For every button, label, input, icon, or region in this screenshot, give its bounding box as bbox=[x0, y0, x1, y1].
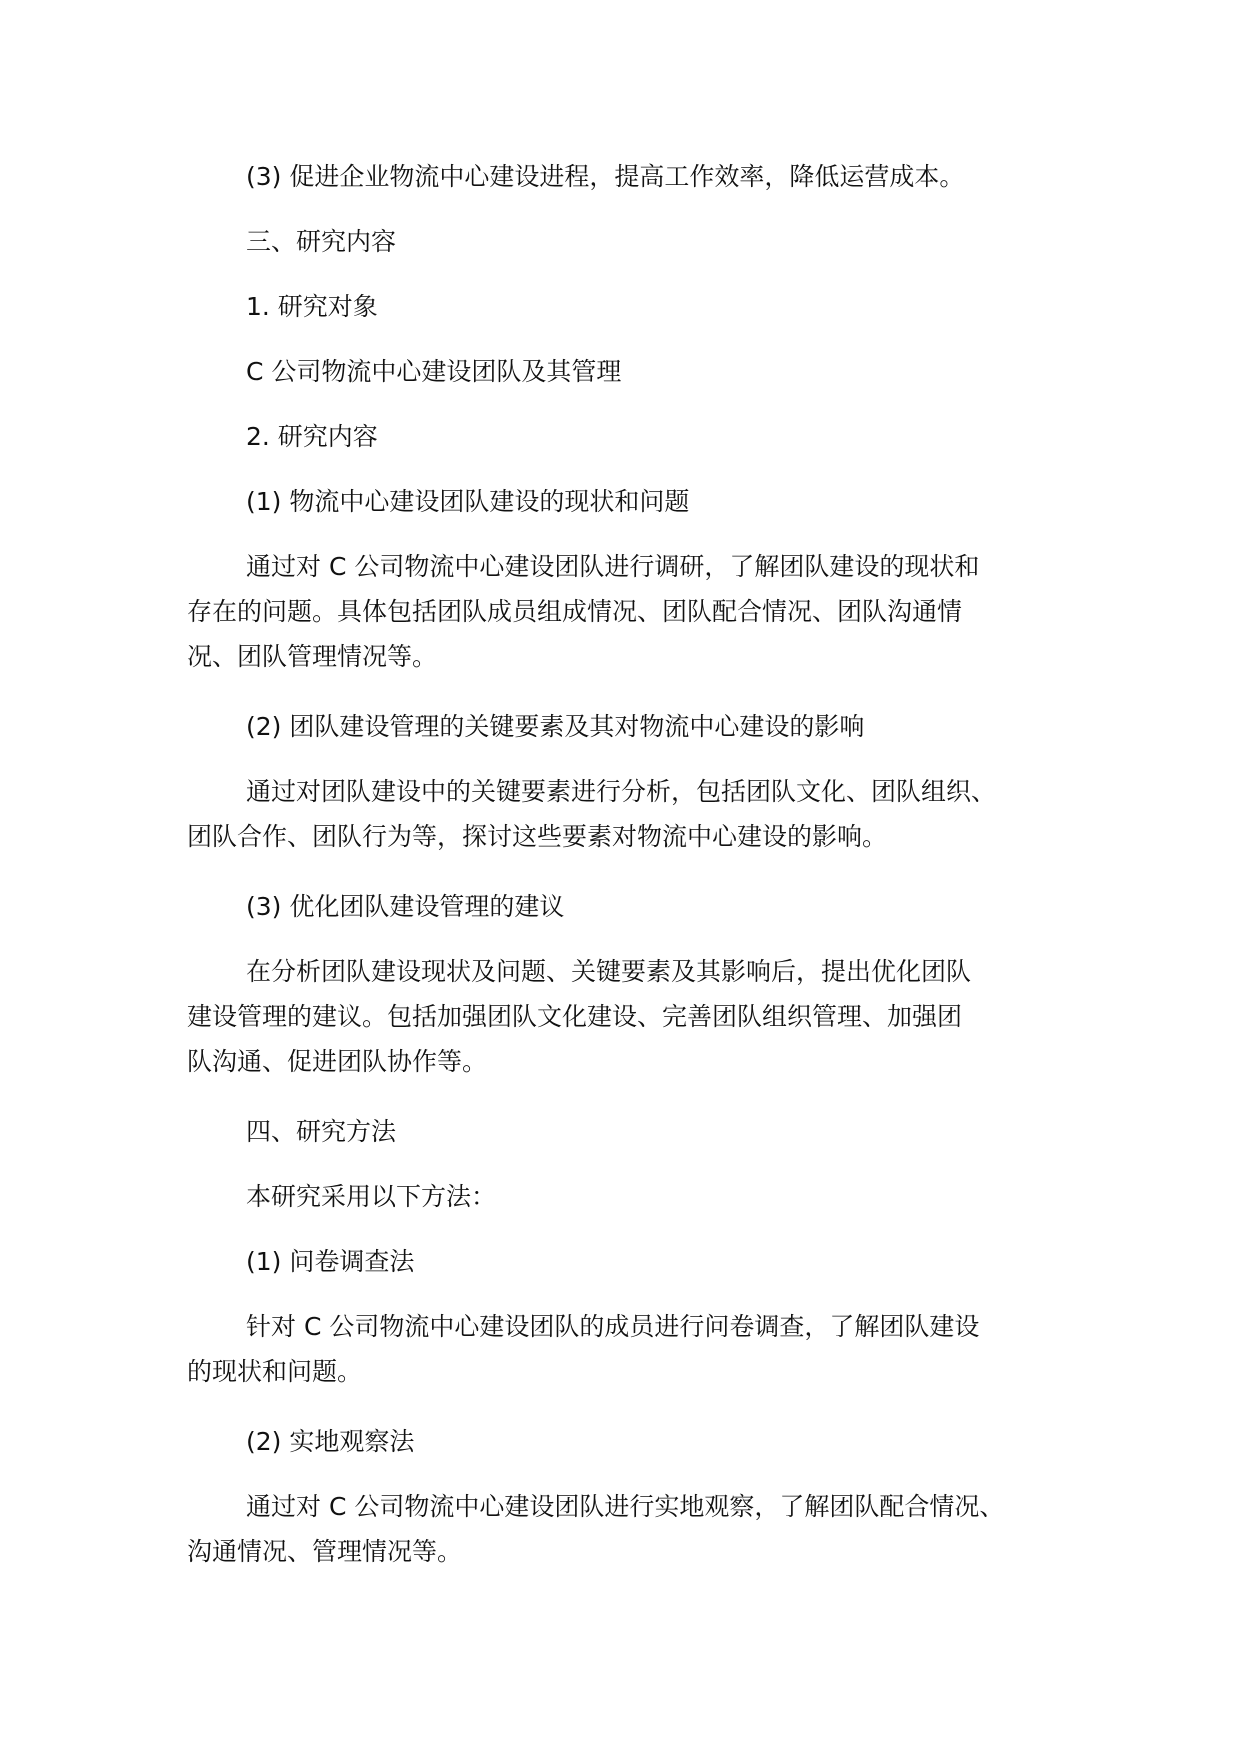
item-heading-2: (2) 团队建设管理的关键要素及其对物流中心建设的影响 bbox=[246, 712, 865, 741]
paragraph-item-3-line-1: 在分析团队建设现状及问题、关键要素及其影响后，提出优化团队 bbox=[246, 957, 972, 986]
section-heading-research-methods: 四、研究方法 bbox=[246, 1117, 397, 1146]
paragraph-method-1-line-2: 的现状和问题。 bbox=[187, 1357, 363, 1386]
method-heading-1: (1) 问卷调查法 bbox=[246, 1247, 415, 1276]
paragraph-item-1-line-3: 况、团队管理情况等。 bbox=[187, 642, 438, 671]
subheading-research-object: 1. 研究对象 bbox=[246, 292, 378, 321]
paragraph-item-2-line-2: 团队合作、团队行为等，探讨这些要素对物流中心建设的影响。 bbox=[187, 822, 888, 851]
subheading-research-content: 2. 研究内容 bbox=[246, 422, 378, 451]
paragraph-method-2-line-2: 沟通情况、管理情况等。 bbox=[187, 1537, 463, 1566]
paragraph-item-3-line-3: 队沟通、促进团队协作等。 bbox=[187, 1047, 488, 1076]
section-heading-research-content: 三、研究内容 bbox=[246, 227, 397, 256]
paragraph-research-object: C 公司物流中心建设团队及其管理 bbox=[246, 357, 622, 386]
item-heading-1: (1) 物流中心建设团队建设的现状和问题 bbox=[246, 487, 690, 516]
paragraph-item-1-line-2: 存在的问题。具体包括团队成员组成情况、团队配合情况、团队沟通情 bbox=[187, 597, 963, 626]
paragraph-method-1-line-1: 针对 C 公司物流中心建设团队的成员进行问卷调查，了解团队建设 bbox=[246, 1312, 980, 1341]
paragraph-item-3-line-2: 建设管理的建议。包括加强团队文化建设、完善团队组织管理、加强团 bbox=[187, 1002, 963, 1031]
paragraph-method-2-line-1: 通过对 C 公司物流中心建设团队进行实地观察，了解团队配合情况、 bbox=[246, 1492, 1005, 1521]
paragraph-item-2-line-1: 通过对团队建设中的关键要素进行分析，包括团队文化、团队组织、 bbox=[246, 777, 997, 806]
paragraph-methods-intro: 本研究采用以下方法： bbox=[246, 1182, 497, 1211]
paragraph-item-1-line-1: 通过对 C 公司物流中心建设团队进行调研，了解团队建设的现状和 bbox=[246, 552, 980, 581]
method-heading-2: (2) 实地观察法 bbox=[246, 1427, 415, 1456]
paragraph-goal-3: (3) 促进企业物流中心建设进程，提高工作效率，降低运营成本。 bbox=[246, 162, 965, 191]
item-heading-3: (3) 优化团队建设管理的建议 bbox=[246, 892, 565, 921]
